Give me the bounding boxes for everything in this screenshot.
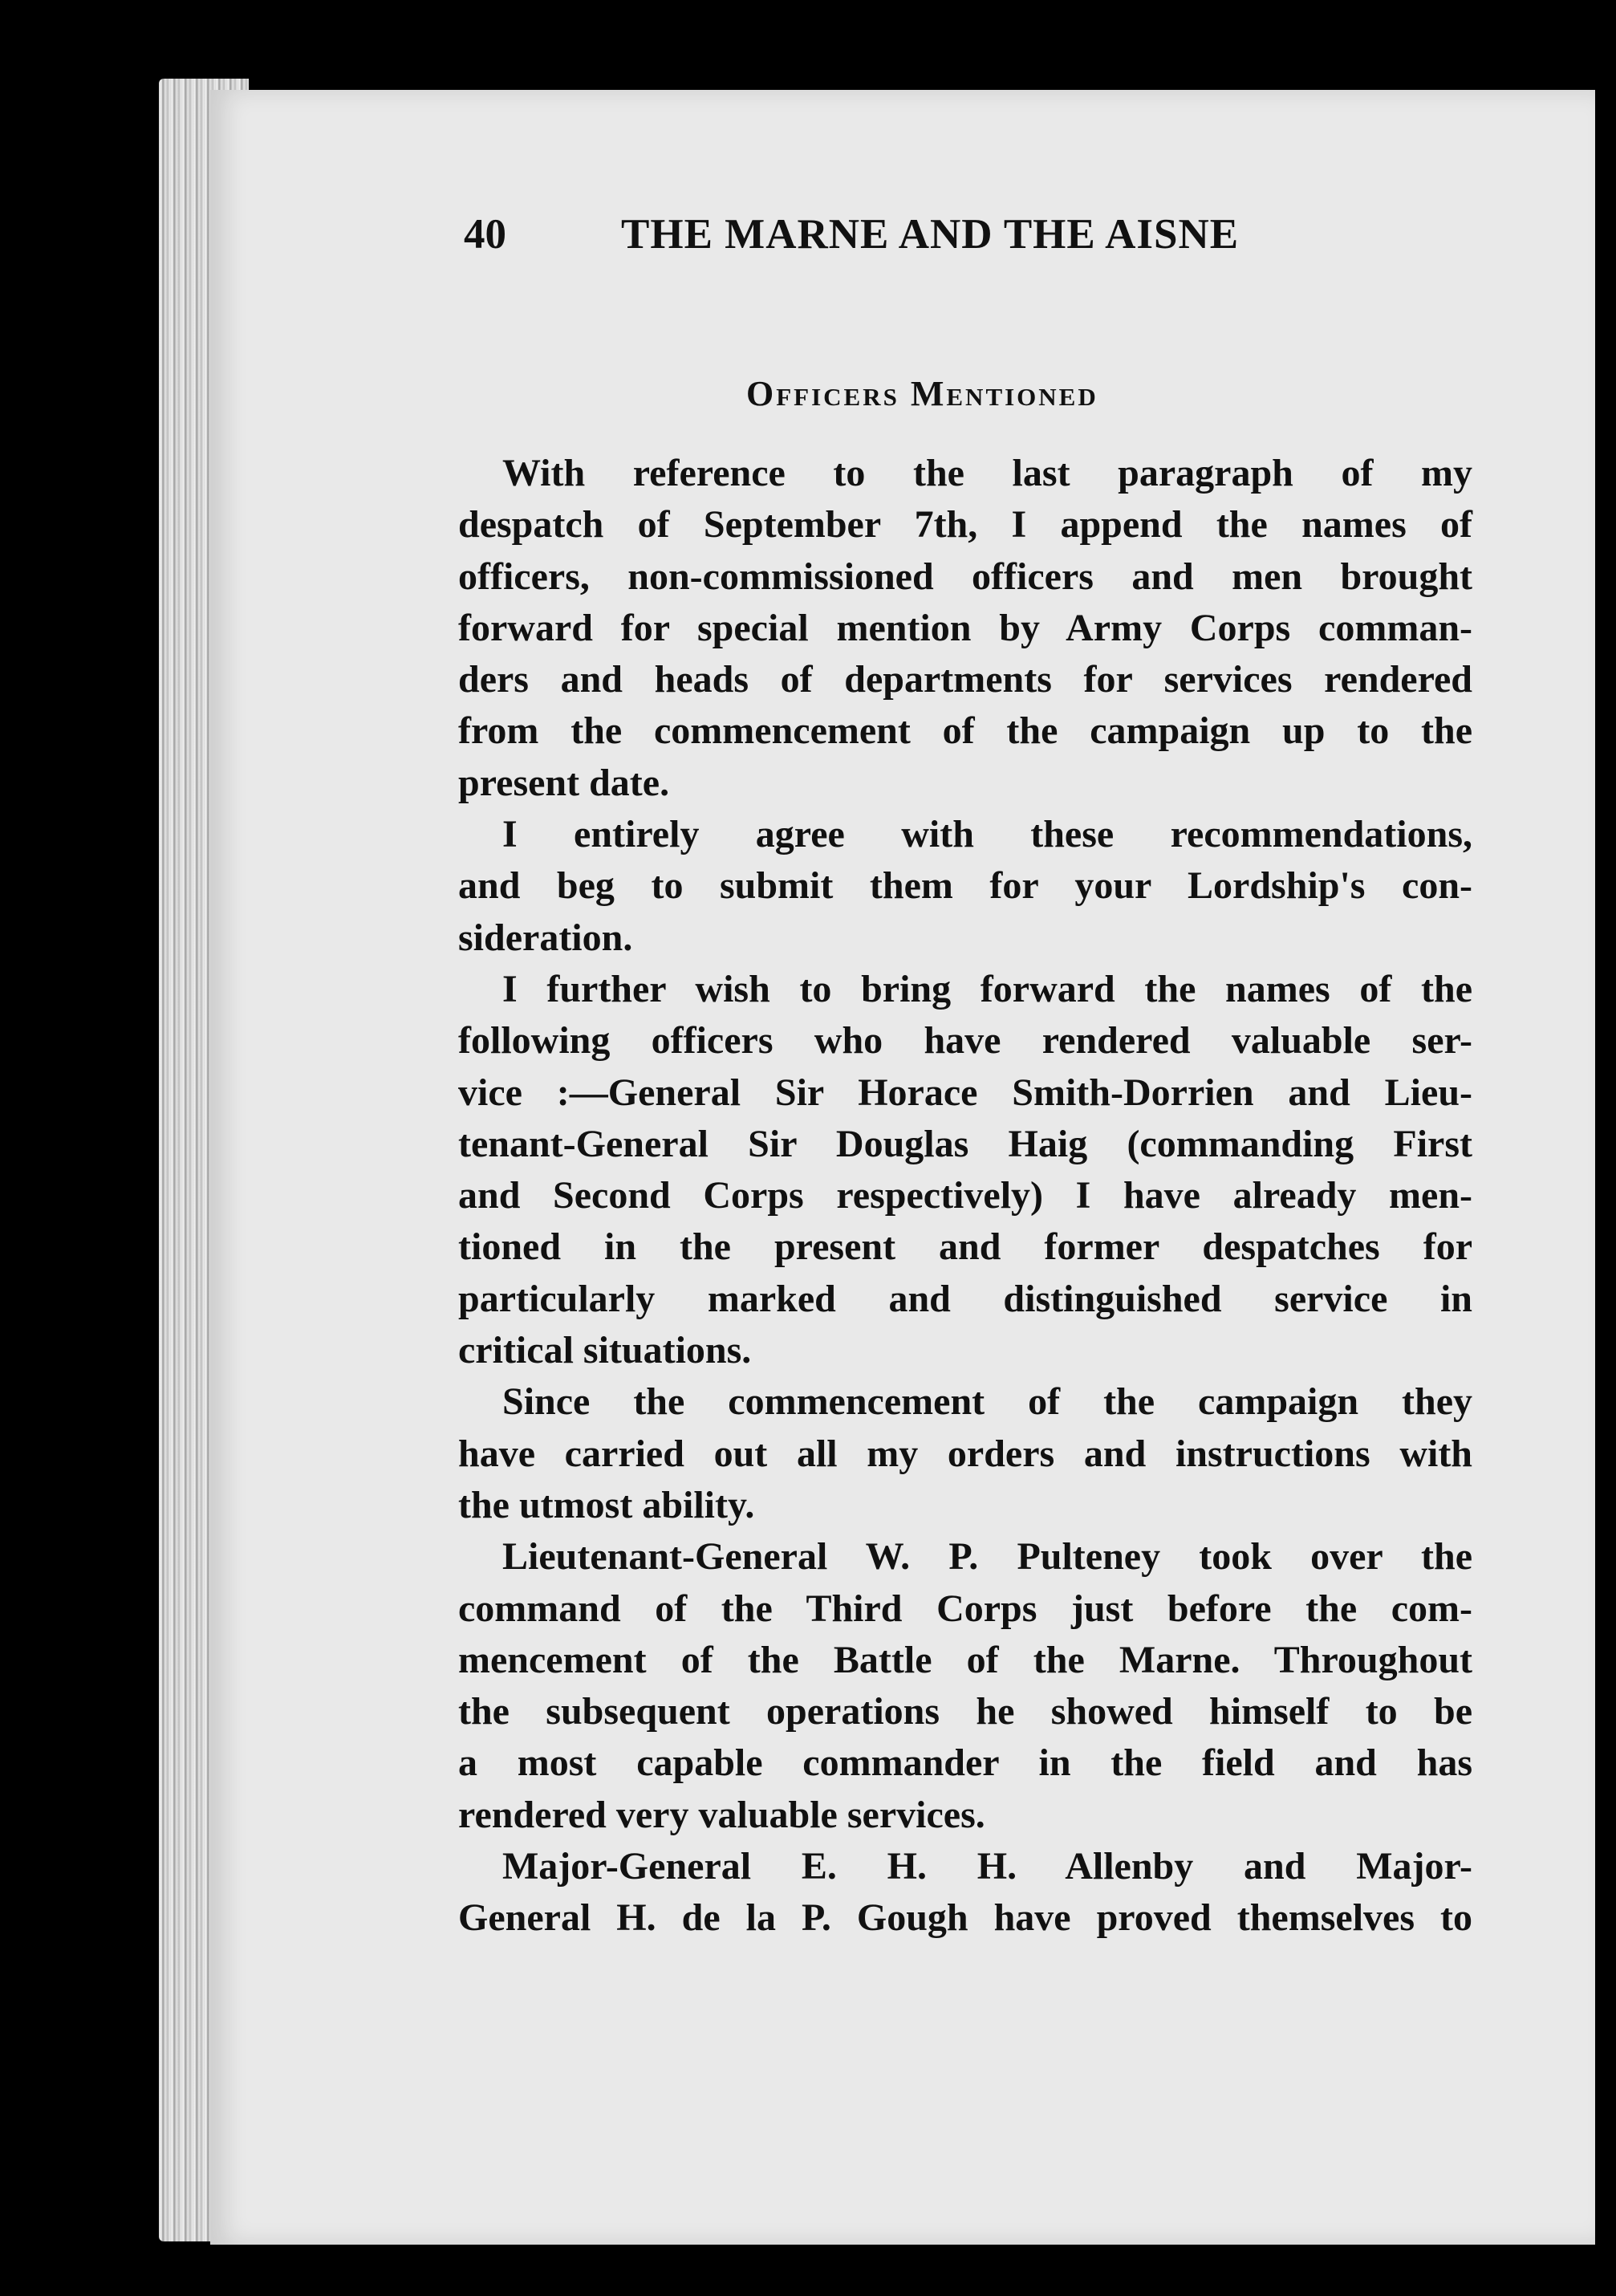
- text-line: the subsequent operations he showed himself to be: [458, 1690, 1472, 1733]
- text-line: Lieutenant-General W. P. Pulteney took over the: [502, 1535, 1472, 1579]
- text-line: ders and heads of departments for services rendered: [458, 658, 1472, 701]
- text-line: critical situations.: [458, 1329, 752, 1372]
- text-line: tenant-General Sir Douglas Haig (commanding First: [458, 1122, 1472, 1165]
- text-line: have carried out all my orders and instructions with: [458, 1432, 1472, 1475]
- text-line: and beg to submit them for your Lordship's con-: [458, 864, 1472, 908]
- text-line: With reference to the last paragraph of my: [502, 452, 1472, 494]
- page-number: 40: [464, 211, 506, 258]
- body-text: [458, 448, 1472, 1944]
- section-heading: Officers Mentioned: [746, 374, 1098, 413]
- text-line: officers, non-commissioned officers and men brought: [458, 555, 1472, 598]
- text-line: sideration.: [458, 916, 633, 959]
- text-line: and Second Corps respectively) I have already men-: [458, 1174, 1472, 1217]
- running-title: THE MARNE AND THE AISNE: [621, 211, 1240, 258]
- text-line: I entirely agree with these recommendations,: [502, 813, 1472, 856]
- text-line: Since the commencement of the campaign they: [502, 1380, 1472, 1424]
- text-line: command of the Third Corps just before the com-: [458, 1587, 1472, 1630]
- text-line: tioned in the present and former despatches for: [458, 1225, 1472, 1269]
- page-header: [464, 210, 1322, 266]
- text-line: despatch of September 7th, I append the names of: [458, 503, 1472, 547]
- text-line: vice :—General Sir Horace Smith-Dorrien and Lieu-: [458, 1071, 1472, 1114]
- text-line: present date.: [458, 761, 670, 804]
- text-line: from the commencement of the campaign up to the: [458, 709, 1472, 753]
- text-line: following officers who have rendered valuable ser-: [458, 1019, 1472, 1063]
- text-line: the utmost ability.: [458, 1483, 755, 1526]
- text-line: rendered very valuable services.: [458, 1793, 985, 1836]
- text-line: forward for special mention by Army Corps comman-: [458, 606, 1472, 649]
- text-line: Major-General E. H. H. Allenby and Major-: [502, 1845, 1472, 1888]
- text-line: General H. de la P. Gough have proved themselves to: [458, 1896, 1472, 1940]
- text-line: particularly marked and distinguished service in: [458, 1277, 1472, 1320]
- text-line: mencement of the Battle of the Marne. Throughout: [458, 1638, 1472, 1681]
- text-line: a most capable commander in the field and has: [458, 1741, 1472, 1785]
- text-line: I further wish to bring forward the names of the: [502, 967, 1472, 1010]
